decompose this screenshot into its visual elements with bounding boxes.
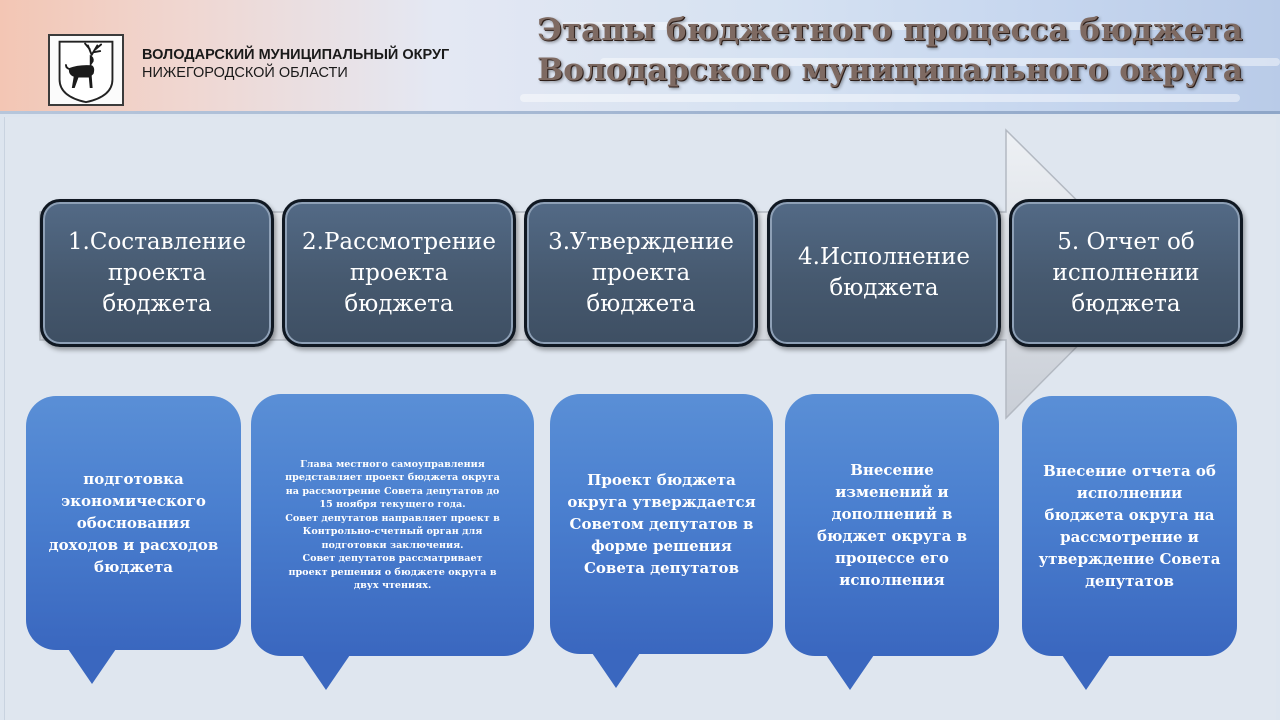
stage-2-description-text: Глава местного самоуправления представляет проект бюджета округа на рассмотрение Совета депутатов до 15 ноября текущего года. Совет депутатов направляет проект в Контрольно-счетный орган для подготовки заключения. Совет депутатов рассматривает проект решения о бюджете округа в двух чтениях. — [285, 458, 500, 591]
stage-5-description — [1022, 396, 1237, 656]
stage-3-description — [550, 394, 773, 654]
stage-4-description-pointer — [824, 652, 876, 690]
stage-1-description-pointer — [66, 646, 118, 684]
stage-4-description-text: Внесение изменений и дополнений в бюджет округа в процессе его исполнения — [816, 461, 968, 589]
page-title-line2: Володарского муниципального округа — [537, 52, 1243, 88]
stage-1-description-text: подготовка экономического обоснования доходов и расходов бюджета — [48, 470, 219, 576]
stage-4-box — [767, 199, 1001, 347]
organization-name-line2: НИЖЕГОРОДСКОЙ ОБЛАСТИ — [142, 65, 348, 81]
stage-5-description-text: Внесение отчета об исполнении бюджета округа на рассмотрение и утверждение Совета депутатов — [1038, 462, 1221, 590]
stage-3-description-pointer — [590, 650, 642, 688]
organization-name-line1: ВОЛОДАРСКИЙ МУНИЦИПАЛЬНЫЙ ОКРУГ — [142, 47, 450, 63]
stage-4-description — [785, 394, 999, 656]
stage-3-label: 3.Утверждение проекта бюджета — [548, 228, 734, 317]
stage-3-description-text: Проект бюджета округа утверждается Советом депутатов в форме решения Совета депутатов — [567, 471, 756, 577]
stage-1-description — [26, 396, 241, 650]
stage-2-description — [251, 394, 534, 656]
stage-5-description-pointer — [1060, 652, 1112, 690]
stage-4-label: 4.Исполнение бюджета — [798, 244, 970, 301]
stage-5-label: 5. Отчет об исполнении бюджета — [1052, 228, 1200, 317]
stage-2-label: 2.Рассмотрение проекта бюджета — [302, 228, 496, 317]
stage-5-box — [1009, 199, 1243, 347]
stage-1-label: 1.Составление проекта бюджета — [67, 228, 247, 317]
page-title-line1: Этапы бюджетного процесса бюджета — [537, 12, 1243, 48]
stage-3-box — [524, 199, 758, 347]
stage-2-box — [282, 199, 516, 347]
stage-1-box — [40, 199, 274, 347]
stage-2-description-pointer — [300, 652, 352, 690]
